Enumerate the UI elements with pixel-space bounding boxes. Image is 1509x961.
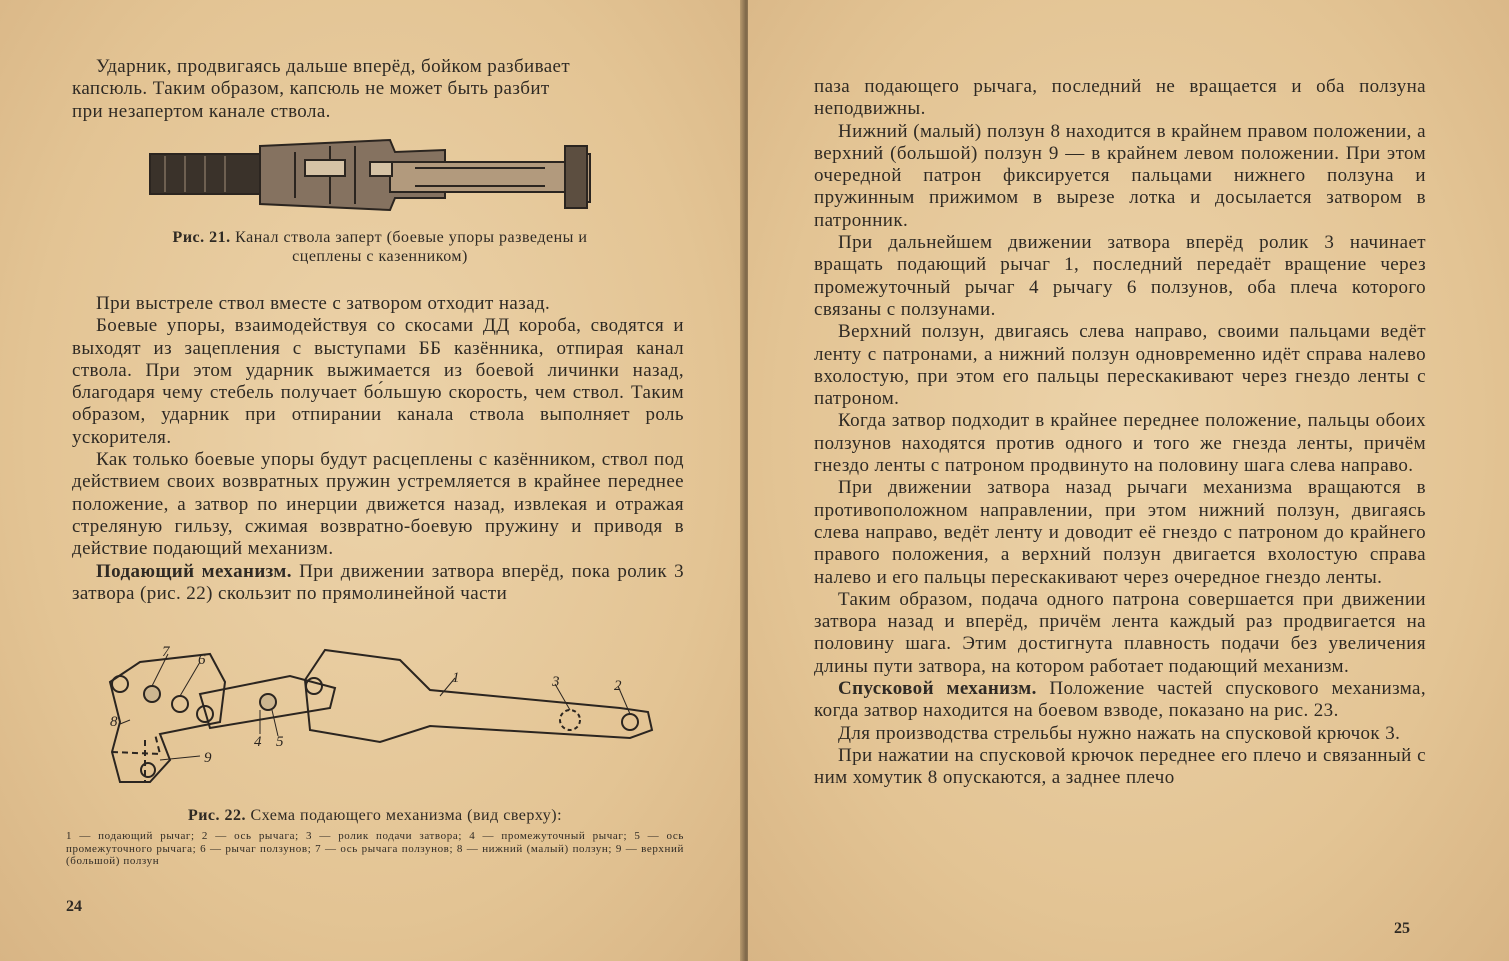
page-number-left: 24 (66, 898, 82, 915)
figure-22-caption-text: Схема подающего механизма (вид сверху): (250, 807, 563, 824)
paragraph-lower-slider: Нижний (малый) ползун 8 находится в крайнем правом положении, а верхний (большой) ползун 9 — в крайнем левом положении. При этом очередной патрон фиксируется пальцами нижнего ползуна и пружинным прижимом в вырезе лотка и досылается затвором в патронник. (814, 120, 1426, 231)
paragraph-feed (72, 561, 684, 606)
paragraph-shot: При выстреле ствол вместе с затвором отходит назад. (96, 293, 551, 314)
fig22-label-5: 5 (276, 734, 284, 750)
fig22-label-6: 6 (198, 652, 206, 668)
trigger-text: Положение частей спускового механизма, когда затвор находится на боевом взводе, показано на рис. 23. (814, 678, 1426, 722)
intro-line-1: Ударник, продвигаясь дальше вперёд, бойком разбивает (96, 56, 571, 77)
fig22-label-9: 9 (204, 750, 212, 766)
left-page (0, 0, 744, 961)
paragraph-trigger (814, 678, 1426, 723)
fig22-label-4: 4 (254, 734, 262, 750)
figure-22-number: Рис. 22. (187, 807, 247, 824)
barrel-tube (150, 154, 265, 194)
feed-lever (305, 650, 652, 742)
intro-line-2: капсюль. Таким образом, капсюль не может быть разбит (72, 78, 550, 100)
figure-21-caption (170, 228, 590, 266)
fig22-label-3: 3 (552, 674, 560, 690)
muzzle-cap (565, 146, 587, 208)
figure-22-drawing (100, 642, 665, 792)
right-page (748, 0, 1509, 961)
fig22-label-2: 2 (614, 678, 622, 694)
right-body-text (814, 76, 1426, 790)
figure-21-number: Рис. 21. (172, 229, 231, 246)
paragraph-backward-motion: При движении затвора назад рычаги механизма вращаются в противоположном направлении, при этом нижний ползун, двигаясь слева направо, ведёт ленту и доводит её гнездо с патроном до крайнего правого положения, а верхний ползун двигается вхолостую справа налево и его пальцы перескакивают через очередное гнездо ленты. (814, 477, 1426, 588)
figure-21-caption-text: Канал ствола заперт (боевые упоры разведены и сцеплены с казенником) (235, 229, 588, 265)
figure-22-caption (120, 806, 630, 825)
fig22-label-1: 1 (452, 670, 460, 686)
paragraph-barrel-return: Как только боевые упоры будут расцеплены с казёнником, ствол под действием своих возвратных пружин устремляется в крайнее переднее положение, а затвор по инерции движется назад, извлекая и отражая стреляную гильзу, сжимая возвратно-боевую пружину и приводя в действие подающий механизм. (72, 449, 684, 560)
page-number-right: 25 (1394, 920, 1410, 937)
feed-heading: Подающий механизм. (96, 560, 292, 582)
paragraph-fire: Для производства стрельбы нужно нажать на спусковой крючок 3. (838, 722, 1401, 744)
figure-22-legend: 1 — подающий рычаг; 2 — ось рычага; 3 — ролик подачи затвора; 4 — промежуточный рычаг; 5 — ось промежуточного рычага; 6 — рычаг ползунов; 7 — ось рычага ползунов; 8 — нижний (малый) ползун; 9 — верхний (большой) ползун (66, 830, 684, 868)
left-body-text (72, 293, 684, 605)
paragraph-front-position: Когда затвор подходит в крайнее переднее положение, пальцы обоих ползунов находятся против одного и того же гнезда ленты, причём гнездо ленты с патроном продвинуто на половину шага слева направо. (814, 410, 1426, 477)
fig22-label-7: 7 (162, 644, 170, 660)
paragraph-lugs: Боевые упоры, взаимодействуя со скосами ДД короба, сводятся и выходят из зацепления с выступами ББ казённика, отпирая канал ствола. При этом ударник выжимается из боевой личинки назад, благодаря чему стебель получает бо́льшую скорость, чем ствол. Таким образом, ударник при отпирании канала ствола выполняет роль ускорителя. (72, 315, 684, 448)
intro-line-3: при незапертом канале ствола. (72, 100, 331, 122)
paragraph-upper-slider: Верхний ползун, двигаясь слева направо, своими пальцами ведёт ленту с патронами, а нижний ползун одновременно идёт справа налево вхолостую, при этом его пальцы перескакивают через гнездо ленты с патроном. (814, 321, 1426, 410)
trigger-heading: Спусковой механизм. (838, 678, 1037, 700)
paragraph-summary: Таким образом, подача одного патрона совершается при движении затвора назад и вперёд, причём лента каждый раз продвигается на половину шага. Этим достигнута плавность подачи без увеличения длины пути затвора, на котором работает подающий механизм. (814, 588, 1426, 677)
paragraph-groove: паза подающего рычага, последний не вращается и оба ползуна неподвижны. (814, 76, 1426, 120)
fig22-label-8: 8 (110, 714, 118, 730)
paragraph-press: При нажатии на спусковой крючок переднее его плечо и связанный с ним хомутик 8 опускаются, а заднее плечо (814, 744, 1426, 789)
intro-text (72, 56, 684, 123)
paragraph-forward-motion: При дальнейшем движении затвора вперёд ролик 3 начинает вращать подающий рычаг 1, последний передаёт вращение через промежуточный рычаг 4 рычагу 6 ползунов, оба плеча которого связаны с ползунами. (814, 232, 1426, 320)
figure-21-drawing (145, 132, 615, 224)
feed-text: При движении затвора вперёд, пока ролик 3 затвора (рис. 22) скользит по прямолинейной части (72, 560, 685, 604)
